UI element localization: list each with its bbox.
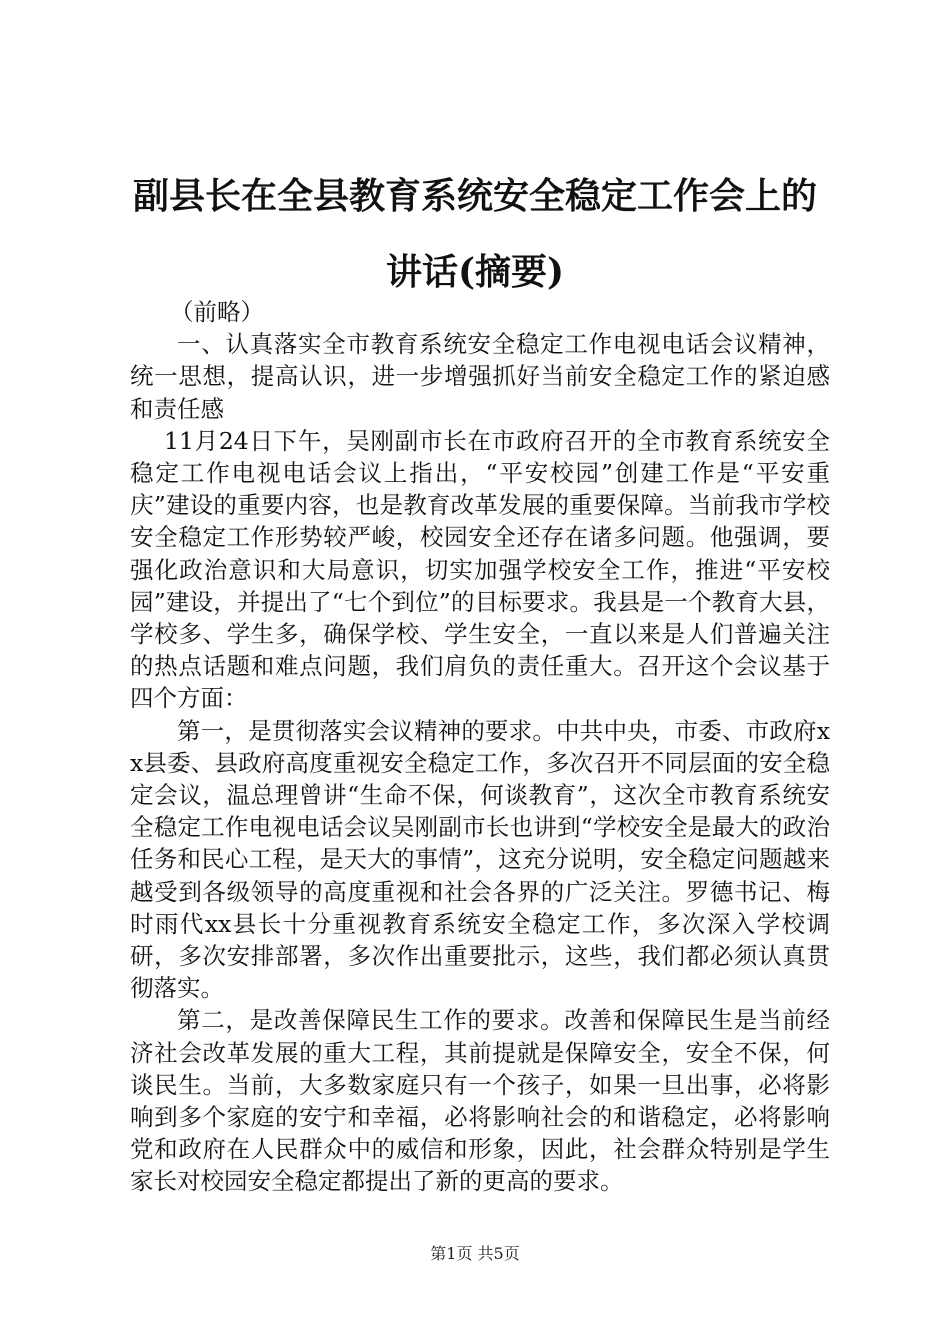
paragraph-preface: （前略） [170, 298, 264, 326]
page-footer: 第1页 共5页 [430, 1244, 520, 1263]
paragraph-first: 第一，是贯彻落实会议精神的要求。中共中央，市委、市政府xx县委、县政府高度重视安全稳定工作，多次召开不同层面的安全稳定会议，温总理曾讲“生命不保，何谈教育”，这次全市教育系统安全稳定工作电视电话会议吴刚副市长也讲到“学校安全是最大的政治任务和民心工程，是天大的事情”，这充分说明，安全稳定问题越来越受到各级领导的高度重视和社会各界的广泛关注。罗德书记、梅时雨代xx县长十分重视教育系统安全稳定工作，多次深入学校调研，多次安排部署，多次作出重要批示，这些，我们都必须认真贯彻落实。 [130, 716, 830, 1003]
paragraph-heading-one: 一、认真落实全市教育系统安全稳定工作电视电话会议精神，统一思想，提高认识，进一步增强抓好当前安全稳定工作的紧迫感和责任感 [130, 330, 830, 423]
paragraph-second: 第二，是改善保障民生工作的要求。改善和保障民生是当前经济社会改革发展的重大工程，其前提就是保障安全，安全不保，何谈民生。当前，大多数家庭只有一个孩子，如果一旦出事，必将影响到多个家庭的安宁和幸福，必将影响社会的和谐稳定，必将影响党和政府在人民群众中的威信和形象，因此，社会群众特别是学生家长对校园安全稳定都提出了新的更高的要求。 [130, 1006, 830, 1196]
document-body [130, 296, 830, 1198]
paragraph-meeting: 11月24日下午，吴刚副市长在市政府召开的全市教育系统安全稳定工作电视电话会议上指出，“平安校园”创建工作是“平安重庆”建设的重要内容，也是教育改革发展的重要保障。当前我市学校安全稳定工作形势较严峻，校园安全还存在诸多问题。他强调，要强化政治意识和大局意识，切实加强学校安全工作，推进“平安校园”建设，并提出了“七个到位”的目标要求。我县是一个教育大县，学校多、学生多，确保学校、学生安全，一直以来是人们普遍关注的热点话题和难点问题，我们肩负的责任重大。召开这个会议基于四个方面： [130, 426, 830, 713]
document-title: 副县长在全县教育系统安全稳定工作会上的讲话(摘要) [132, 175, 817, 293]
